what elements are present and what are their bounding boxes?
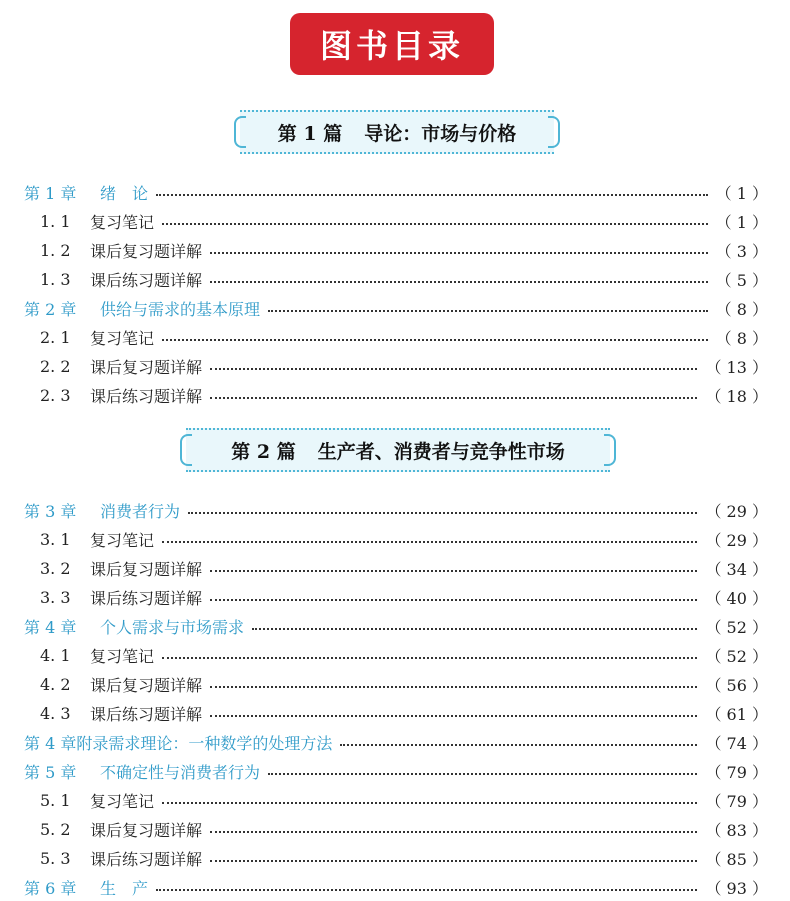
toc-section-row[interactable] <box>24 352 768 380</box>
dot-leader <box>210 860 697 862</box>
toc-entry-title: 课后练习题详解 <box>90 386 203 406</box>
toc-section-row[interactable] <box>24 815 768 843</box>
dot-leader <box>210 831 697 833</box>
toc-page-number: （ 93 ） <box>705 878 768 898</box>
dot-leader <box>162 339 708 341</box>
dot-leader <box>162 541 697 543</box>
dot-leader <box>210 686 697 688</box>
toc-page-number: （ 52 ） <box>705 617 768 637</box>
page-banner-title: 图书目录 <box>290 13 494 75</box>
toc-entry-number: 第 1 章 <box>24 183 77 203</box>
toc-entry-number: 第 2 章 <box>24 299 77 319</box>
toc-page-number: （ 3 ） <box>715 241 768 261</box>
toc-section-row[interactable] <box>24 265 768 293</box>
toc-page-number: （ 85 ） <box>705 849 768 869</box>
toc-page-number: （ 79 ） <box>705 762 768 782</box>
toc-page-number: （ 79 ） <box>705 791 768 811</box>
toc-page-number: （ 5 ） <box>715 270 768 290</box>
toc-entry-number: 4. 2 <box>40 674 71 694</box>
toc-section-row[interactable] <box>24 583 768 611</box>
toc-page-number: （ 1 ） <box>715 183 768 203</box>
dot-leader <box>156 194 708 196</box>
toc-section-row[interactable] <box>24 525 768 553</box>
dot-leader <box>268 310 708 312</box>
dot-leader <box>210 715 697 717</box>
toc-section-row[interactable] <box>24 554 768 582</box>
toc-section-row[interactable] <box>24 323 768 351</box>
dot-leader <box>162 802 697 804</box>
part-2-header <box>186 428 610 472</box>
toc-entry-number: 第 3 章 <box>24 501 77 521</box>
toc-entry-title: 课后练习题详解 <box>90 588 203 608</box>
part-number: 第 1 篇 <box>277 122 343 145</box>
toc-entry-title: 消费者行为 <box>100 501 181 521</box>
toc-entry-number: 第 6 章 <box>24 878 77 898</box>
toc-entry-number: 1. 3 <box>40 269 71 289</box>
dot-leader <box>210 599 697 601</box>
toc-chapter-row[interactable] <box>24 728 768 756</box>
dot-leader <box>162 657 697 659</box>
toc-page-number: （ 56 ） <box>705 675 768 695</box>
part-1-header <box>240 110 554 154</box>
dot-leader <box>188 512 697 514</box>
toc-section-row[interactable] <box>24 207 768 235</box>
toc-section-row[interactable] <box>24 699 768 727</box>
toc-page-number: （ 29 ） <box>705 501 768 521</box>
toc-entry-number: 2. 1 <box>40 327 71 347</box>
dot-leader <box>156 889 697 891</box>
toc-chapter-row[interactable] <box>24 294 768 322</box>
toc-entry-title: 课后复习题详解 <box>90 820 203 840</box>
toc-page-number: （ 29 ） <box>705 530 768 550</box>
dot-leader <box>340 744 697 746</box>
toc-entry-title: 课后复习题详解 <box>90 241 203 261</box>
toc-page-number: （ 40 ） <box>705 588 768 608</box>
toc-entry-title: 课后复习题详解 <box>90 675 203 695</box>
toc-entry-title: 复习笔记 <box>90 530 155 550</box>
toc-page-number: （ 83 ） <box>705 820 768 840</box>
dot-leader <box>162 223 708 225</box>
toc-entry-number: 3. 2 <box>40 558 71 578</box>
dot-leader <box>210 570 697 572</box>
toc-section-row[interactable] <box>24 844 768 872</box>
toc-entry-title: 课后复习题详解 <box>90 559 203 579</box>
toc-chapter-row[interactable] <box>24 496 768 524</box>
toc-entry-title: 复习笔记 <box>90 646 155 666</box>
toc-entry-number: 第 4 章附录 <box>24 733 109 753</box>
toc-entry-title: 个人需求与市场需求 <box>100 617 245 637</box>
toc-entry-title: 复习笔记 <box>90 212 155 232</box>
toc-entry-number: 第 5 章 <box>24 762 77 782</box>
toc-entry-number: 5. 1 <box>40 790 71 810</box>
toc-entry-title: 课后练习题详解 <box>90 849 203 869</box>
toc-entry-number: 3. 1 <box>40 529 71 549</box>
toc-section-row[interactable] <box>24 236 768 264</box>
dot-leader <box>210 368 697 370</box>
dot-leader <box>210 252 708 254</box>
toc-section-row[interactable] <box>24 670 768 698</box>
toc-section-row[interactable] <box>24 381 768 409</box>
toc-entry-number: 4. 3 <box>40 703 71 723</box>
toc-entry-title: 不确定性与消费者行为 <box>100 762 261 782</box>
toc-entry-title: 生 产 <box>100 878 149 898</box>
toc-chapter-row[interactable] <box>24 178 768 206</box>
toc-entry-title: 课后练习题详解 <box>90 704 203 724</box>
toc-page-number: （ 8 ） <box>715 299 768 319</box>
toc-chapter-row[interactable] <box>24 757 768 785</box>
toc-page-number: （ 52 ） <box>705 646 768 666</box>
toc-entry-title: 需求理论：一种数学的处理方法 <box>108 733 333 753</box>
toc-page-number: （ 18 ） <box>705 386 768 406</box>
toc-entry-title: 复习笔记 <box>90 328 155 348</box>
toc-page-number: （ 34 ） <box>705 559 768 579</box>
toc-page-number: （ 1 ） <box>715 212 768 232</box>
toc-entry-title: 课后练习题详解 <box>90 270 203 290</box>
toc-entry-number: 第 4 章 <box>24 617 77 637</box>
part-title: 生产者、消费者与竞争性市场 <box>317 440 565 463</box>
toc-entry-number: 4. 1 <box>40 645 71 665</box>
toc-entry-title: 绪 论 <box>100 183 149 203</box>
toc-entry-title: 课后复习题详解 <box>90 357 203 377</box>
part-title: 导论：市场与价格 <box>364 122 517 145</box>
toc-entry-number: 2. 2 <box>40 356 71 376</box>
toc-entry-number: 5. 3 <box>40 848 71 868</box>
toc-page-number: （ 8 ） <box>715 328 768 348</box>
toc-entry-number: 1. 1 <box>40 211 71 231</box>
dot-leader <box>268 773 697 775</box>
toc-page-number: （ 61 ） <box>705 704 768 724</box>
dot-leader <box>210 397 697 399</box>
toc-entry-number: 3. 3 <box>40 587 71 607</box>
toc-entry-title: 复习笔记 <box>90 791 155 811</box>
toc-entry-number: 5. 2 <box>40 819 71 839</box>
dot-leader <box>210 281 708 283</box>
toc-chapter-row[interactable] <box>24 612 768 640</box>
dot-leader <box>252 628 697 630</box>
toc-entry-title: 供给与需求的基本原理 <box>100 299 261 319</box>
toc-page-number: （ 74 ） <box>705 733 768 753</box>
toc-entry-number: 2. 3 <box>40 385 71 405</box>
toc-page-number: （ 13 ） <box>705 357 768 377</box>
part-number: 第 2 篇 <box>231 440 296 463</box>
toc-entry-number: 1. 2 <box>40 240 71 260</box>
toc-section-row[interactable] <box>24 786 768 814</box>
toc-section-row[interactable] <box>24 641 768 669</box>
